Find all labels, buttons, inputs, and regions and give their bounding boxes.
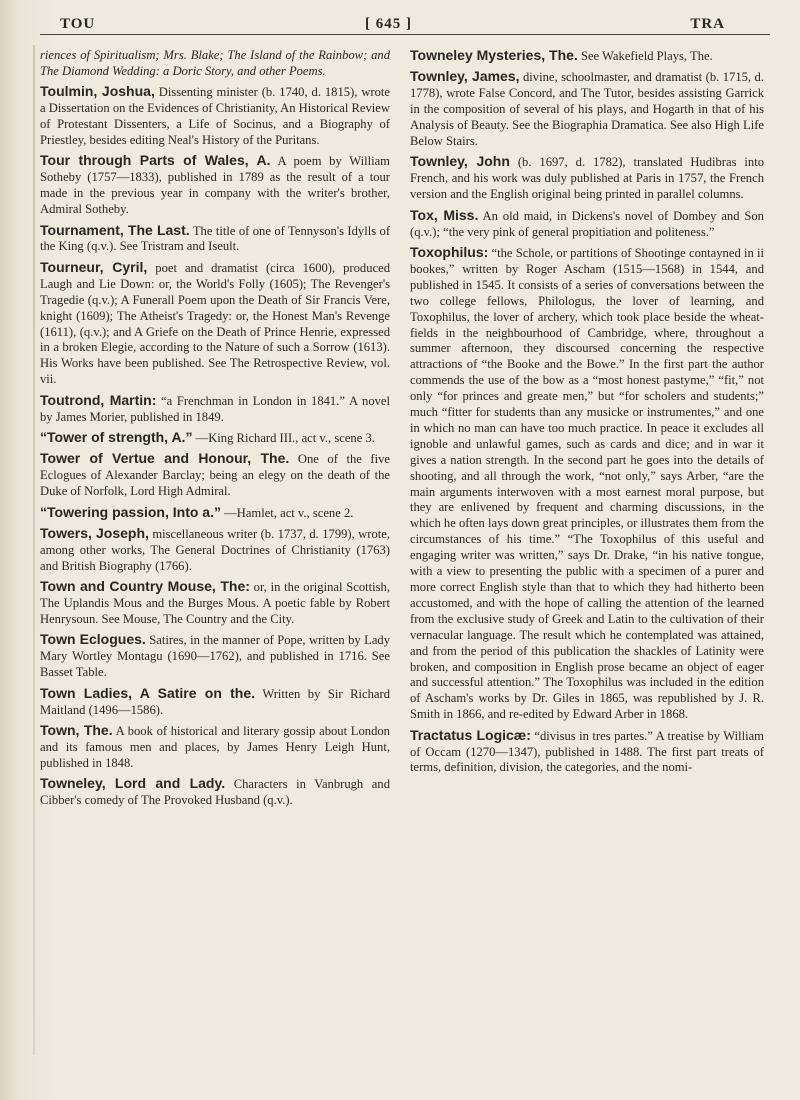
running-header [40, 8, 770, 36]
entry-headword: Tournament, The Last. [40, 221, 190, 238]
entry-body: Dissenting minister (b. 1740, d. 1815), wrote a Dissertation on the Evidences of Christianity, An Historical Review of Protestant Dissenters, a Life of Socinus, and a Biography of Priestley, besides editing Neal's History of the Puritans. [40, 85, 390, 148]
entry-headword: Toutrond, Martin: [40, 391, 157, 408]
dictionary-entry [40, 579, 390, 628]
entry-body: One of the five Eclogues of Alexander Barclay; being an elegy on the death of the Duke of Norfolk, Lord High Admiral. [40, 452, 391, 499]
entry-body: poet and dramatist (circa 1600), produced Laugh and Lie Down: or, the World's Folly (1605); The Revenger's Tragedie (q.v.); A Funerall Poem upon the Death of Sir Francis Vere, knight (1609); The Atheist's Tragedy: or, the Honest Man's Revenge (1611), (q.v.); and A Griefe on the Death of Prince Henrie, expressed in a broken Elegie, according to the Nature of such a Sorrow (1613). His Works have been published. See The Retrospective Review, vol. vii. [40, 260, 390, 387]
entry-headword: Townley, James, [410, 68, 520, 85]
entry-body: A book of historical and literary gossip about London and its famous men and places, by James Henry Leigh Hunt, published in 1848. [40, 723, 390, 770]
dictionary-entry [40, 526, 390, 575]
dictionary-entry [40, 223, 390, 256]
entry-headword: Town Eclogues. [40, 631, 146, 648]
entry-body: “divisus in tres partes.” A treatise by William of Occam (1270—1347), published in 1488. The first part treats of terms, definition, division, the categories, and the nomi- [410, 728, 764, 775]
dictionary-entry [410, 154, 764, 203]
entry-body: A poem by William Sotheby (1757—1833), published in 1789 as the result of a tour made in the previous year in company with the writer's brother, Admiral Sotheby. [40, 154, 390, 217]
dictionary-entry [40, 632, 390, 681]
entry-headword: Town and Country Mouse, The: [40, 578, 250, 595]
entry-headword: Towneley, Lord and Lady. [40, 775, 226, 792]
dictionary-entry [40, 153, 390, 218]
entry-body: The title of one of Tennyson's Idylls of the King (q.v.). See Tristram and Iseult. [40, 223, 391, 254]
entry-body: or, in the original Scottish, The Uplandis Mous and the Burges Mous. A poetic fable by Robert Henrysoun. See Mouse, The Country and the City. [40, 580, 390, 626]
dictionary-entry [410, 728, 764, 777]
dictionary-entry [40, 723, 390, 772]
dictionary-entry [40, 776, 390, 809]
dictionary-entry [410, 208, 764, 241]
entry-body: Characters in Vanbrugh and Cibber's comedy of The Provoked Husband (q.v.). [40, 777, 390, 808]
entry-headword: Town Ladies, A Satire on the. [40, 684, 256, 701]
dictionary-entry [40, 260, 390, 388]
entry-body: See Wakefield Plays, The. [580, 49, 713, 63]
entry-headword: Toxophilus: [410, 243, 489, 260]
right-column [410, 48, 764, 781]
entry-headword: “Tower of strength, A.” [40, 428, 193, 445]
entry-body: Written by Sir Richard Maitland (1496—1586). [40, 686, 391, 717]
entry-body: “a Frenchman in London in 1841.” A novel by James Morier, published in 1849. [40, 393, 391, 424]
entry-headword: Toulmin, Joshua, [40, 83, 155, 100]
entry-body: —King Richard III., act v., scene 3. [195, 430, 375, 445]
entry-body: divine, schoolmaster, and dramatist (b. 1715, d. 1778), wrote False Concord, and The Tutor, besides assisting Garrick in the composition of several of his plays, and Hogarth in that of his Analysis of Beauty. See the Biographia Dramatica. See also High Life Below Stairs. [410, 70, 764, 149]
continued-text-body: riences of Spiritualism; Mrs. Blake; The Island of the Rainbow; and The Diamond Wedding: a Doric Story, and other Poems. [40, 48, 390, 78]
page-number: [ 645 ] [365, 16, 412, 32]
entry-headword: Tower of Vertue and Honour, The. [40, 450, 290, 467]
dictionary-entry [40, 84, 390, 149]
entry-headword: Town, The. [40, 721, 113, 738]
dictionary-entry [40, 686, 390, 719]
dictionary-entry [40, 505, 390, 522]
header-rule [40, 34, 770, 35]
entry-body: “the Schole, or partitions of Shootinge contayned in ii bookes,” written by Roger Ascham (1515—1568) in 1544, and published in 1545. It consists of a series of conversations between the two college fellows, Philologus, the lover of learning, and Toxophilus, the lover of archery, which took place beside the wheat-fields in the neighbourhood of Cambridge, where, throughout a summer afternoon, they discoursed concerning the respective attractions of “the Booke and the Bowe.” In the first part the author commends the use of the bow as a “most honest pastyme,” “fit,” not only “for princes and greate men,” but “for scholers and students;” much “fitter for students than any musicke or instrumentes,” and one in which no man can have too much practice. In peace it excludes all ignoble and unlawful games, such as cards and dice; and in war it gives a nation strength. In the second part he goes into the details of shooting, and all through the work, “not only,” says Arber, “are the main arguments interwoven with a most earnest moral purpose, but they are enlivened by frequent and charming discussions, in the which he often lays down great principles, or illustrates them from the circumstances of his time.” “The Toxophilus of this useful and engaging writer was written,” says Dr. Drake, “in his native tongue, with a view to presenting the public with a specimen of a purer and more correct English style than that to which they had hitherto been accustomed, and with the hope of calling the attention of the learned from the exclusive study of Greek and Latin to the cultivation of their vernacular language. The result which he contemplated was attained, and from the period of this publication the shackles of Latinity were broken, and composition in English prose became an object of eager and successful attention.” The Toxophilus was included in the edition of Ascham's works by Dr. Giles in 1865, was republished by J. R. Smith in 1866, and re-edited by Edward Arber in 1868. [410, 245, 765, 722]
entry-headword: Tractatus Logicæ: [410, 726, 531, 743]
dictionary-entry [410, 69, 764, 150]
entry-headword: Tox, Miss. [410, 206, 479, 223]
dictionary-entry [410, 245, 764, 723]
entry-body: An old maid, in Dickens's novel of Dombey and Son (q.v.); “the very pink of general propitiation and politeness.” [410, 208, 764, 239]
left-column [40, 48, 390, 813]
binding-shadow [33, 45, 35, 1055]
entry-body: miscellaneous writer (b. 1737, d. 1799), wrote, among other works, The General Doctrines of Christianity (1763) and British Biography (1766). [40, 526, 390, 573]
entry-headword: Tour through Parts of Wales, A. [40, 152, 271, 169]
dictionary-entry [410, 48, 764, 65]
entry-body: (b. 1697, d. 1782), translated Hudibras into French, and his work was duly published at Paris in 1757, the French version and the English original being printed in parallel columns. [410, 155, 764, 202]
dictionary-entry [40, 430, 390, 447]
entry-headword: “Towering passion, Into a.” [40, 503, 221, 520]
entry-headword: Towers, Joseph, [40, 524, 149, 541]
continued-text [40, 48, 390, 80]
entry-body: Satires, in the manner of Pope, written by Lady Mary Wortley Montagu (1690—1762), and published in 1716. See Basset Table. [40, 633, 390, 680]
dictionary-entry [40, 451, 390, 500]
dictionary-entry [40, 393, 390, 426]
entry-body: —Hamlet, act v., scene 2. [224, 505, 354, 520]
header-left-guide-word: TOU [60, 16, 96, 32]
entry-headword: Tourneur, Cyril, [40, 258, 148, 275]
header-right-guide-word: TRA [690, 16, 725, 32]
entry-headword: Townley, John [410, 153, 510, 170]
entry-headword: Towneley Mysteries, The. [410, 47, 578, 63]
